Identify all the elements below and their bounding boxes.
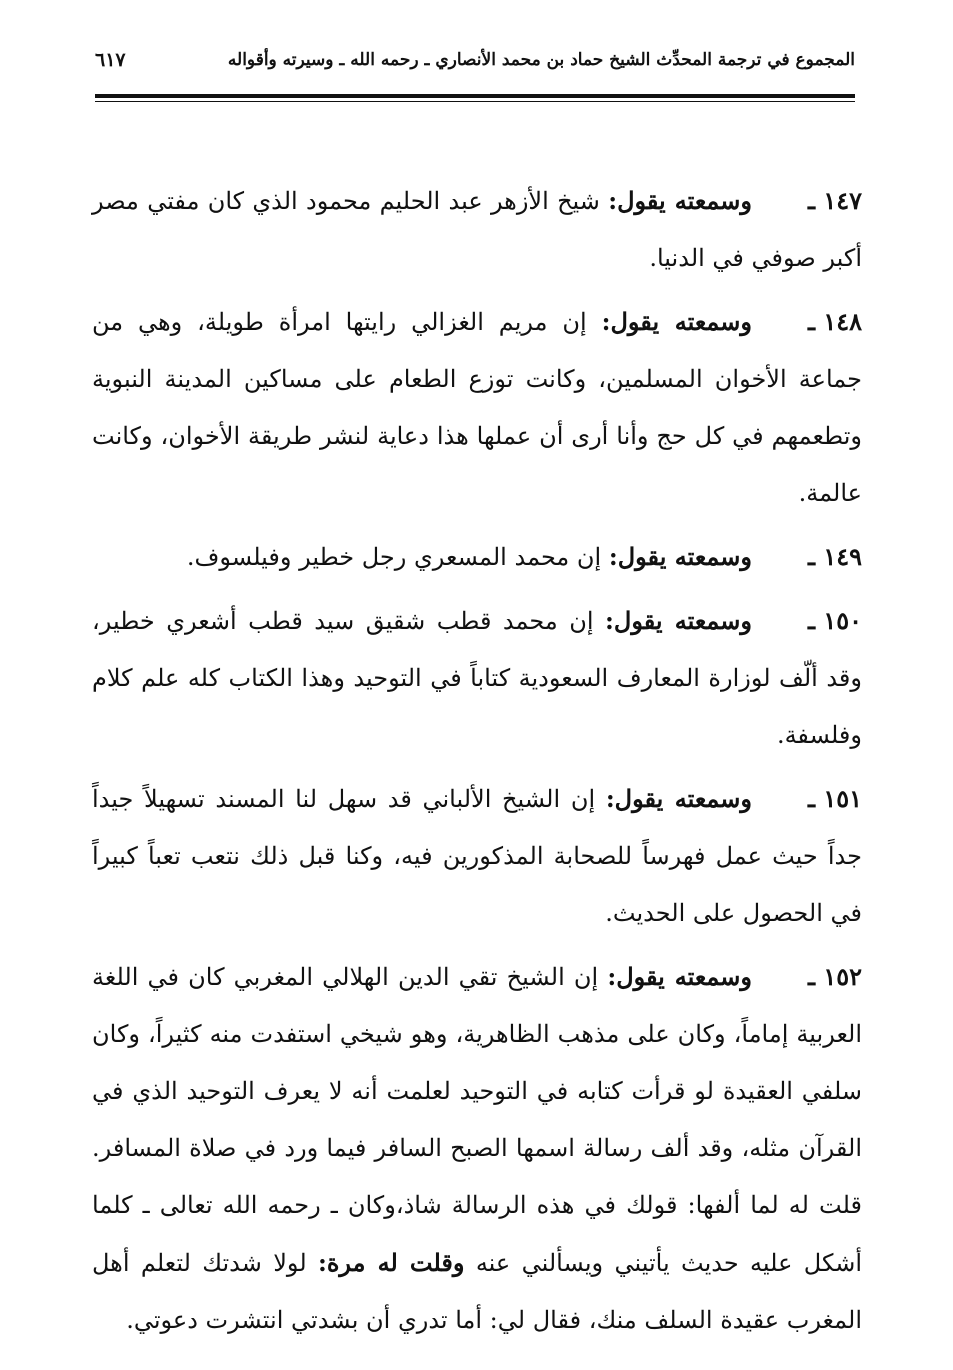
entry-lead: وسمعته يقول: — [608, 542, 752, 571]
entry-text: إن محمد المسعري رجل خطير وفيلسوف. — [186, 543, 602, 571]
page-number: ٦١٧ — [95, 49, 126, 71]
entry-text: إن مريم الغزالي رايتها امرأة طويلة، وهي من جماعة الأخوان المسلمين، وكانت توزع الطعام على مساكين المدينة النبوية وتطعمهم في كل حج وأنا أرى أن عملها هذا دعاية لنشر طريقة الأخوان، وكانت عالمة. — [92, 308, 862, 507]
entry-148 — [92, 293, 862, 522]
entry-number: ١٤٧ ـ — [807, 186, 862, 215]
entry-lead: وسمعته يقول: — [601, 307, 752, 336]
page-header — [95, 40, 855, 80]
entry-text: إن محمد قطب شقيق سيد قطب أشعري خطير، وقد ألّف لوزارة المعارف السعودية كتاباً في التوحيد وهذا الكتاب كله علم كلام وفلسفة. — [92, 607, 862, 749]
entry-lead: وسمعته يقول: — [605, 784, 752, 813]
entry-152 — [92, 948, 862, 1349]
entry-text: شيخ الأزهر عبد الحليم محمود الذي كان مفتي مصر أكبر صوفي في الدنيا. — [92, 187, 862, 272]
entry-number: ١٥٢ ـ — [807, 962, 862, 991]
header-rule-thin — [95, 101, 855, 102]
entry-number: ١٤٩ ـ — [807, 542, 862, 571]
entry-147 — [92, 172, 862, 287]
entry-lead: وسمعته يقول: — [607, 962, 752, 991]
entry-number: ١٥١ ـ — [807, 784, 862, 813]
entry-text: إن الشيخ تقي الدين الهلالي المغربي كان في اللغة العربية إماماً، وكان على مذهب الظاهرية، وهو شيخي استفدت منه كثيراً، وكان سلفي العقيدة لو قرأت كتابه في التوحيد لعلمت أنه لا يعرف التوحيد الذي في القرآن مثله، وقد ألف رسالة اسمها الصبح السافر فيما ورد في صلاة المسافر. قلت له لما ألفها: قولك في هذه الرسالة شاذ،وكان ـ رحمه الله تعالى ـ كلما أشكل عليه حديث يأتيني ويسألني عنه — [92, 963, 863, 1277]
entry-text-continued: لولا شدتك لتعلم أهل المغرب عقيدة السلف منك، فقال لي: أما تدري أن بشدتي انتشرت دعوتي. — [92, 1249, 862, 1334]
entry-number: ١٤٨ ـ — [807, 307, 862, 336]
entry-number: ١٥٠ ـ — [807, 606, 862, 635]
body-text — [92, 172, 862, 1355]
header-rule-thick — [95, 94, 855, 98]
entry-text: إن الشيخ الألباني قد سهل لنا المسند تسهيلاً جيداً جداً حيث عمل فهرساً للصحابة المذكورين فيه، وكنا قبل ذلك نتعب تعباً كبيراً في الحصول على الحديث. — [92, 785, 862, 927]
entry-151 — [92, 770, 862, 942]
running-title: المجموع في ترجمة المحدِّث الشيخ حماد بن محمد الأنصاري ـ رحمه الله ـ وسيرته وأقواله — [227, 50, 855, 70]
entry-lead: وسمعته يقول: — [605, 606, 752, 635]
entry-150 — [92, 592, 862, 764]
entry-lead: وسمعته يقول: — [608, 186, 752, 215]
entry-inline-lead: وقلت له مرة: — [318, 1248, 465, 1277]
entry-149 — [92, 528, 862, 586]
